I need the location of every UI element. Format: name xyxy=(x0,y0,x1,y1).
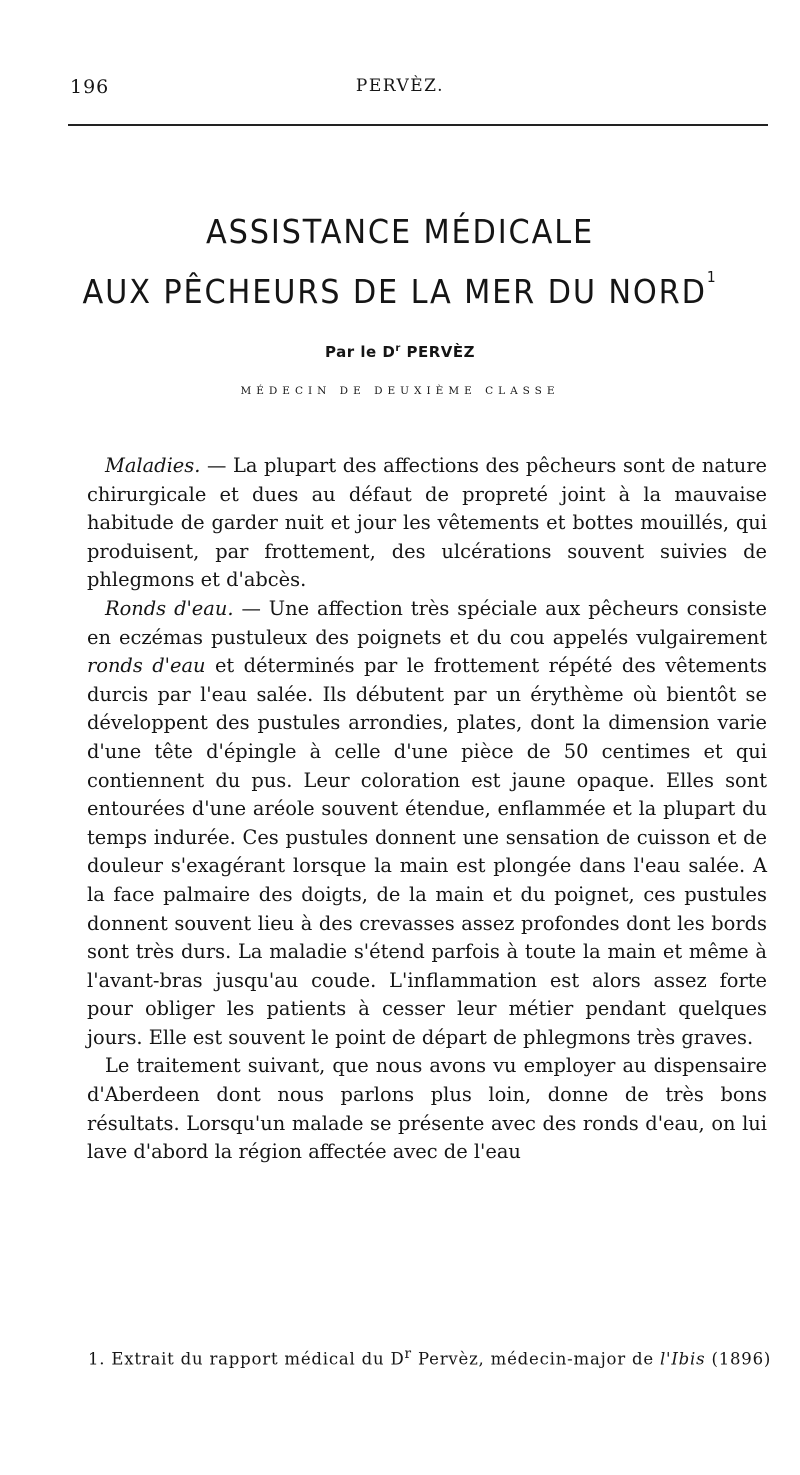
byline-prefix: Par le D xyxy=(324,343,396,361)
paragraph-text: et déterminés par le frottement répété des vêtements durcis par l'eau salée. Ils débutent par un érythème où bientôt se développent des pustules arrondies, plates, dont la dimension varie d'une tête d'épingle à celle d'une pièce de 50 centimes et qui contiennent du pus. Leur coloration est jaune opaque. Elles sont entourées d'une aréole souvent étendue, enflammée et la plupart du temps indurée. Ces pustules donnent une sensation de cuisson et de douleur s'exagérant lorsque la main est plongée dans l'eau salée. A la face palmaire des doigts, de la main et du poignet, ces pustules donnent souvent lieu à des crevasses assez profondes dont les bords sont très durs. La maladie s'étend parfois à toute la main et même à l'avant-bras jusqu'au coude. L'inflammation est alors assez forte pour obliger les patients à cesser leur métier pendant quelques jours. Elle est souvent le point de départ de phlegmons très graves. xyxy=(87,654,768,1049)
paragraph-maladies xyxy=(87,452,767,595)
running-title: PERVÈZ. xyxy=(355,76,445,96)
byline-name: PERVÈZ xyxy=(400,343,475,361)
footnote xyxy=(88,1346,778,1369)
footnote-text: (1896) xyxy=(705,1349,772,1369)
article-title-line-2 xyxy=(32,268,768,311)
inline-term: ronds d'eau xyxy=(87,654,206,678)
footnote-number: 1. xyxy=(88,1349,106,1369)
body-text xyxy=(87,452,767,1167)
article-title-line-1: ASSISTANCE MÉDICALE xyxy=(206,212,594,251)
paragraph-text: Le traitement suivant, que nous avons vu employer au dispensaire d'Aberdeen dont nous parlons plus loin, donne de très bons résultats. Lorsqu'un malade se présente avec des ronds d'eau, on lui lave d'abord la région affectée avec de l'eau xyxy=(87,1054,767,1164)
page-number: 196 xyxy=(70,76,110,98)
footnote-superscript: r xyxy=(404,1346,412,1362)
running-head xyxy=(0,76,800,104)
footnote-text: Pervèz, médecin-major de xyxy=(411,1349,660,1369)
paragraph-ronds-d-eau xyxy=(87,595,767,1053)
section-lead-maladies: Maladies. xyxy=(105,454,201,477)
header-rule xyxy=(68,124,768,126)
author-rank: MÉDECIN DE DEUXIÈME CLASSE xyxy=(240,385,560,397)
byline xyxy=(0,343,800,361)
paragraph-text: — La plupart des affections des pêcheurs sont de nature chirurgicale et dues au défaut de propreté joint à la mauvaise habitude de garder nuit et jour les vêtements et bottes mouillés, qui produisent, par frottement, des ulcérations souvent suivies de phlegmons et d'abcès. xyxy=(87,454,767,592)
byline-superscript: r xyxy=(395,343,401,354)
paragraph-text: — Une affection très spéciale aux pêcheurs consiste en eczémas pustuleux des poignets et du cou appelés vulgairement xyxy=(87,596,767,649)
section-lead-ronds-d-eau: Ronds d'eau. xyxy=(105,596,234,620)
footnote-ship-name: l'Ibis xyxy=(659,1349,706,1369)
title-footnote-mark: 1 xyxy=(706,268,718,286)
paragraph-traitement xyxy=(87,1052,767,1166)
footnote-text: Extrait du rapport médical du D xyxy=(105,1349,405,1369)
article-title-line-2-text: AUX PÊCHEURS DE LA MER DU NORD xyxy=(82,272,707,311)
